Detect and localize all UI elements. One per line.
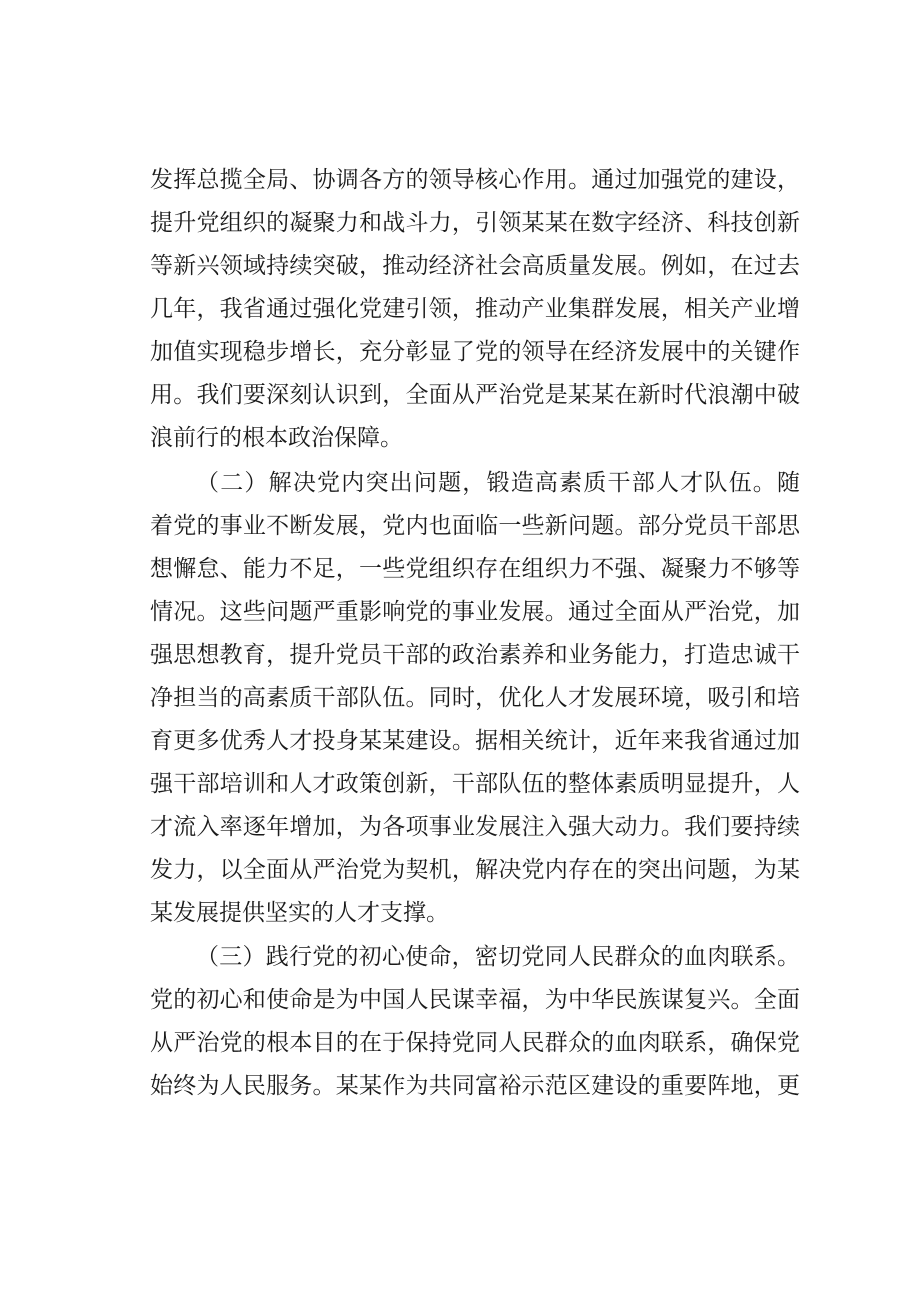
- text-line-2: 提升党组织的凝聚力和战斗力，引领某某在数字经济、科技创新: [150, 210, 800, 236]
- text-line-6: 用。我们要深刻认识到，全面从严治党是某某在新时代浪潮中破: [150, 382, 800, 408]
- text-line-18: 某发展提供坚实的人才支撑。: [150, 900, 449, 926]
- text-line-4: 几年，我省通过强化党建引领，推动产业集群发展，相关产业增: [150, 296, 800, 322]
- text-line-11: 情况。这些问题严重影响党的事业发展。通过全面从严治党，加: [150, 599, 800, 625]
- text-line-16: 才流入率逐年增加，为各项事业发展注入强大动力。我们要持续: [150, 814, 800, 840]
- text-line-13: 净担当的高素质干部队伍。同时，优化人才发展环境，吸引和培: [150, 685, 800, 711]
- text-line-5: 加值实现稳步增长，充分彰显了党的领导在经济发展中的关键作: [150, 339, 800, 365]
- section-heading-2: （二）解决党内突出问题，锻造高素质干部人才队伍。随: [196, 470, 800, 496]
- text-line-12: 强思想教育，提升党员干部的政治素养和业务能力，打造忠诚干: [150, 642, 800, 668]
- text-line-9: 着党的事业不断发展，党内也面临一些新问题。部分党员干部思: [150, 513, 800, 539]
- text-line-21: 从严治党的根本目的在于保持党同人民群众的血肉联系，确保党: [150, 1030, 800, 1056]
- section-heading-3: （三）践行党的初心使命，密切党同人民群众的血肉联系。: [196, 944, 800, 970]
- text-line-15: 强干部培训和人才政策创新，干部队伍的整体素质明显提升，人: [150, 771, 800, 797]
- text-line-1: 发挥总揽全局、协调各方的领导核心作用。通过加强党的建设，: [150, 167, 800, 193]
- text-line-10: 想懈怠、能力不足，一些党组织存在组织力不强、凝聚力不够等: [150, 556, 800, 582]
- text-line-17: 发力，以全面从严治党为契机，解决党内存在的突出问题，为某: [150, 857, 800, 883]
- text-line-14: 育更多优秀人才投身某某建设。据相关统计，近年来我省通过加: [150, 728, 800, 754]
- text-line-3: 等新兴领域持续突破，推动经济社会高质量发展。例如，在过去: [150, 253, 800, 279]
- text-line-7: 浪前行的根本政治保障。: [150, 425, 403, 451]
- text-line-22: 始终为人民服务。某某作为共同富裕示范区建设的重要阵地，更: [150, 1073, 800, 1099]
- text-line-20: 党的初心和使命是为中国人民谋幸福，为中华民族谋复兴。全面: [150, 987, 800, 1013]
